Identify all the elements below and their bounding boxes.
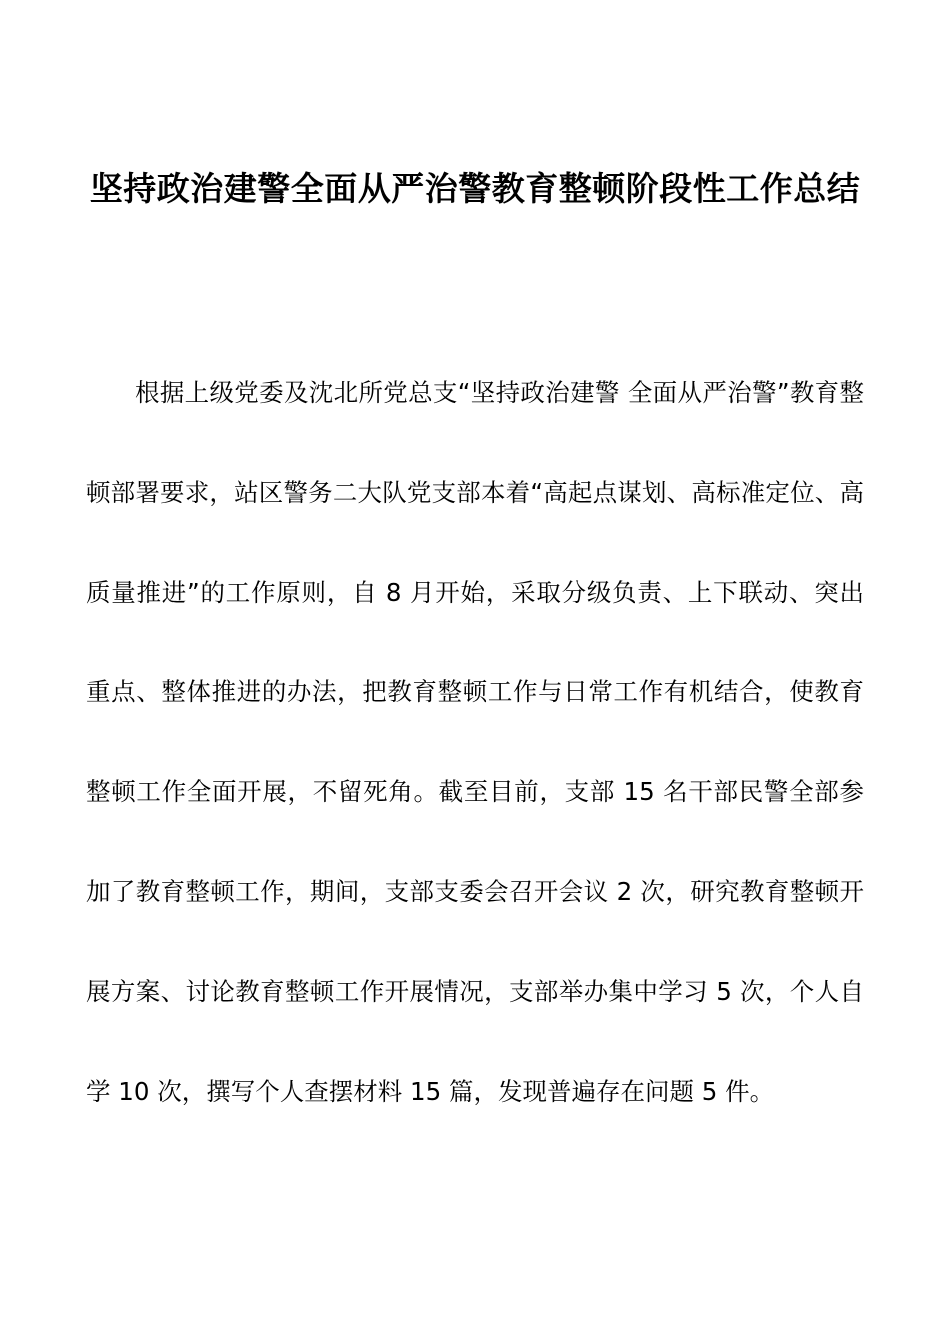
document-title: 坚持政治建警全面从严治警教育整顿阶段性工作总结 bbox=[89, 169, 861, 208]
body-paragraph: 根据上级党委及沈北所党总支“坚持政治建警 全面从严治警”教育整顿部署要求，站区警务二大队党支部本着“高起点谋划、高标准定位、高质量推进”的工作原则，自 8 月开始，采取分级负责、上下联动、突出重点、整体推进的办法，把教育整顿工作与日常工作有机结合，使教育整顿工作全面开展，不留死角。截至目前，支部 15 名干部民警全部参加了教育整顿工作，期间，支部支委会召开会议 2 次，研究教育整顿开展方案、讨论教育整顿工作开展情况，支部举办集中学习 5 次，个人自学 10 次，撰写个人查摆材料 15 篇，发现普遍存在问题 5 件。 bbox=[86, 378, 864, 1106]
